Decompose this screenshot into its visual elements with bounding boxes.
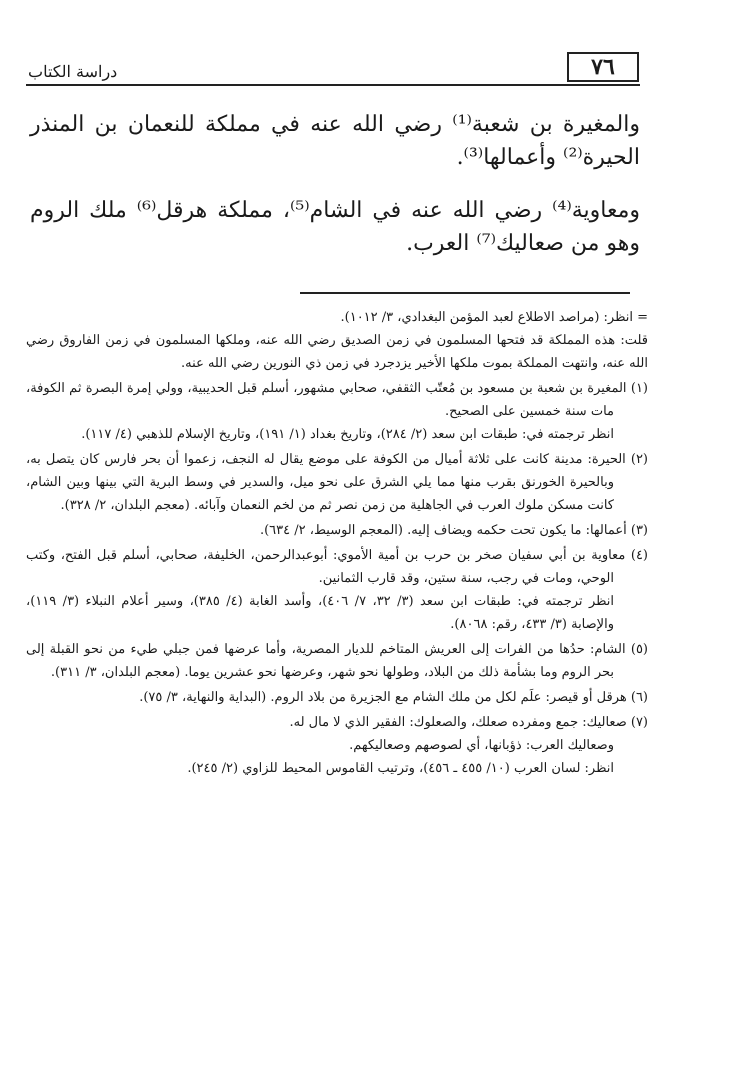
main-paragraph: ومعاوية⁽⁴⁾ رضي الله عنه في الشام⁽⁵⁾، مملكة هرقل⁽⁶⁾ ملك الروم وهو من صعاليك⁽⁷⁾ العرب. [30, 198, 640, 256]
header-rule [26, 84, 640, 86]
footnote-ref: وصعاليك العرب: ذؤبانها، أي لصوصهم وصعاليكهم. [349, 738, 614, 753]
footnote-text: (٢) الحيرة: مدينة كانت على ثلاثة أميال من الكوفة على موضع يقال له النجف، زعموا أن بحر فارس كان يتصل به، وبالحيرة الخورنق بقرب منها مما يلي الشرق على نحو ميل، والسدير في وسط البرية التي بينها وبين الشام، كانت مسكن ملوك العرب في الجاهلية من زمن نصر ثم من لخم النعمان وآبائه. (معجم البلدان، ٢/ ٣٢٨). [26, 452, 648, 513]
running-title: دراسة الكتاب [28, 62, 118, 81]
footnote-line: = انظر: (مراصد الاطلاع لعبد المؤمن البغدادي، ٣/ ١٠١٢). [340, 310, 648, 325]
footnote-7 [26, 711, 648, 780]
footnote-text: (٤) معاوية بن أبي سفيان صخر بن حرب بن أمية الأموي: أبوعبدالرحمن، الخليفة، صحابي، أسلم قبل الفتح، وكتب الوحي، ومات في رجب، سنة ستين، وقد قارب الثمانين. [26, 548, 648, 586]
footnote-text: (٧) صعاليك: جمع ومفرده صعلك، والصعلوك: الفقير الذي لا مال له. [289, 715, 648, 730]
footnote-text: (٦) هرقل أو قيصر: علَم لكل من ملك الشام مع الجزيرة من بلاد الروم. (البداية والنهاية، ٣/ ٧٥). [139, 690, 648, 705]
footnote-text: (١) المغيرة بن شعبة بن مسعود بن مُعتّب الثقفي، صحابي مشهور، أسلم قبل الحديبية، وولي إمرة البصرة ثم الكوفة، مات سنة خمسين على الصحيح. [26, 381, 648, 419]
main-text [30, 108, 640, 280]
footnote-5 [26, 638, 648, 684]
footnote-ref: انظر ترجمته في: طبقات ابن سعد (٣/ ٣٢، ٧/ ٤٠٦)، وأسد الغابة (٤/ ٣٨٥)، وسير أعلام النبلاء (٣/ ١١٩)، والإصابة (٣/ ٤٣٣، رقم: ٨٠٦٨). [26, 594, 615, 632]
footnote-ref: انظر: لسان العرب (١٠/ ٤٥٥ ـ ٤٥٦)، وترتيب القاموس المحيط للزاوي (٢/ ٢٤٥). [187, 761, 614, 776]
footnote-4 [26, 544, 648, 636]
footnote-text: (٥) الشام: حدُها من الفرات إلى العريش المتاخم للديار المصرية، وأما عرضها فمن جبلي طيء من نحو القبلة إلى بحر الروم وما بشأمة ذلك من البلاد، وطولها نحو شهر، وعرضها نحو عشرين يوما. (معجم البلدان، ٣/ ٣١١). [26, 642, 648, 680]
footnote-2 [26, 448, 648, 517]
footnote-line: قلت: هذه المملكة قد فتحها المسلمون في زمن الصديق رضي الله عنه، وملكها المسلمون في زمن الفاروق رضي الله عنه، وانتهت المملكة بموت ملكها الأخير يزدجرد في زمن ذي النورين رضي الله عنه. [26, 333, 648, 371]
footnote-continuation [26, 306, 648, 375]
page-number: ٧٦ [567, 52, 639, 82]
footnote-3 [26, 519, 648, 542]
main-paragraph: والمغيرة بن شعبة⁽¹⁾ رضي الله عنه في مملكة للنعمان بن المنذر الحيرة⁽²⁾ وأعمالها⁽³⁾. [30, 112, 640, 170]
footnotes [26, 306, 648, 782]
footnote-ref: انظر ترجمته في: طبقات ابن سعد (٢/ ٢٨٤)، وتاريخ بغداد (١/ ١٩١)، وتاريخ الإسلام للذهبي (٤/ ١١٧). [81, 427, 614, 442]
footnote-text: (٣) أعمالها: ما يكون تحت حكمه ويضاف إليه. (المعجم الوسيط، ٢/ ٦٣٤). [259, 523, 648, 538]
footnote-1 [26, 377, 648, 446]
footnote-6 [26, 686, 648, 709]
footnote-separator [300, 292, 630, 294]
